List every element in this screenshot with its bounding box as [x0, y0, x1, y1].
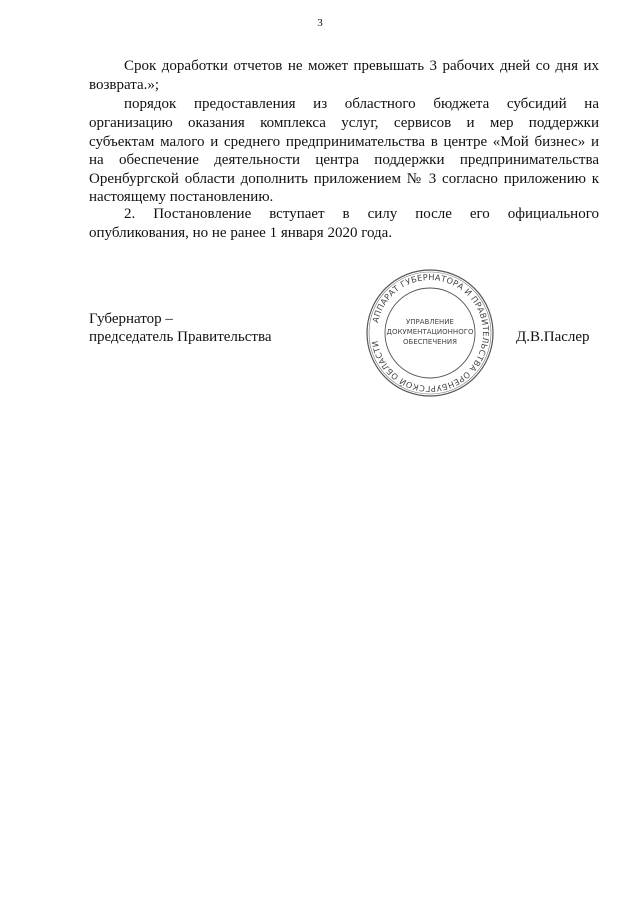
stamp-inner-text: ОБЕСПЕЧЕНИЯ [403, 338, 457, 346]
paragraph-line: возврата.»; [89, 77, 160, 93]
paragraph-line: порядок предоставления из областного бюджета субсидий на [124, 96, 599, 112]
paragraph-line: субъектам малого и среднего предпринимательства в центре «Мой бизнес» и [89, 134, 599, 150]
paragraph-line: на обеспечение деятельности центра поддержки предпринимательства [89, 152, 599, 168]
paragraph-line: Срок доработки отчетов не может превышать 3 рабочих дней со дня их [124, 58, 599, 74]
paragraph-line: настоящему постановлению. [89, 189, 274, 205]
page-number: 3 [317, 17, 323, 29]
paragraph-line: опубликования, но не ранее 1 января 2020 года. [89, 225, 393, 241]
signatory-title: Губернатор – [89, 311, 173, 327]
paragraph-line: Оренбургской области дополнить приложением № 3 согласно приложению к [89, 171, 599, 187]
stamp-inner-text: ДОКУМЕНТАЦИОННОГО [386, 328, 474, 336]
signatory-title: председатель Правительства [89, 329, 272, 345]
stamp-inner-text: УПРАВЛЕНИЕ [406, 318, 454, 326]
paragraph-line: 2. Постановление вступает в силу после его официального [124, 206, 599, 222]
official-stamp [365, 268, 495, 398]
paragraph-line: организацию оказания комплекса услуг, сервисов и мер поддержки [89, 115, 599, 131]
stamp-outer-text: АППАРАТ ГУБЕРНАТОРА И ПРАВИТЕЛЬСТВА ОРЕНБУРГСКОЙ ОБЛАСТИ [369, 271, 492, 395]
signatory-name: Д.В.Паслер [516, 329, 590, 345]
